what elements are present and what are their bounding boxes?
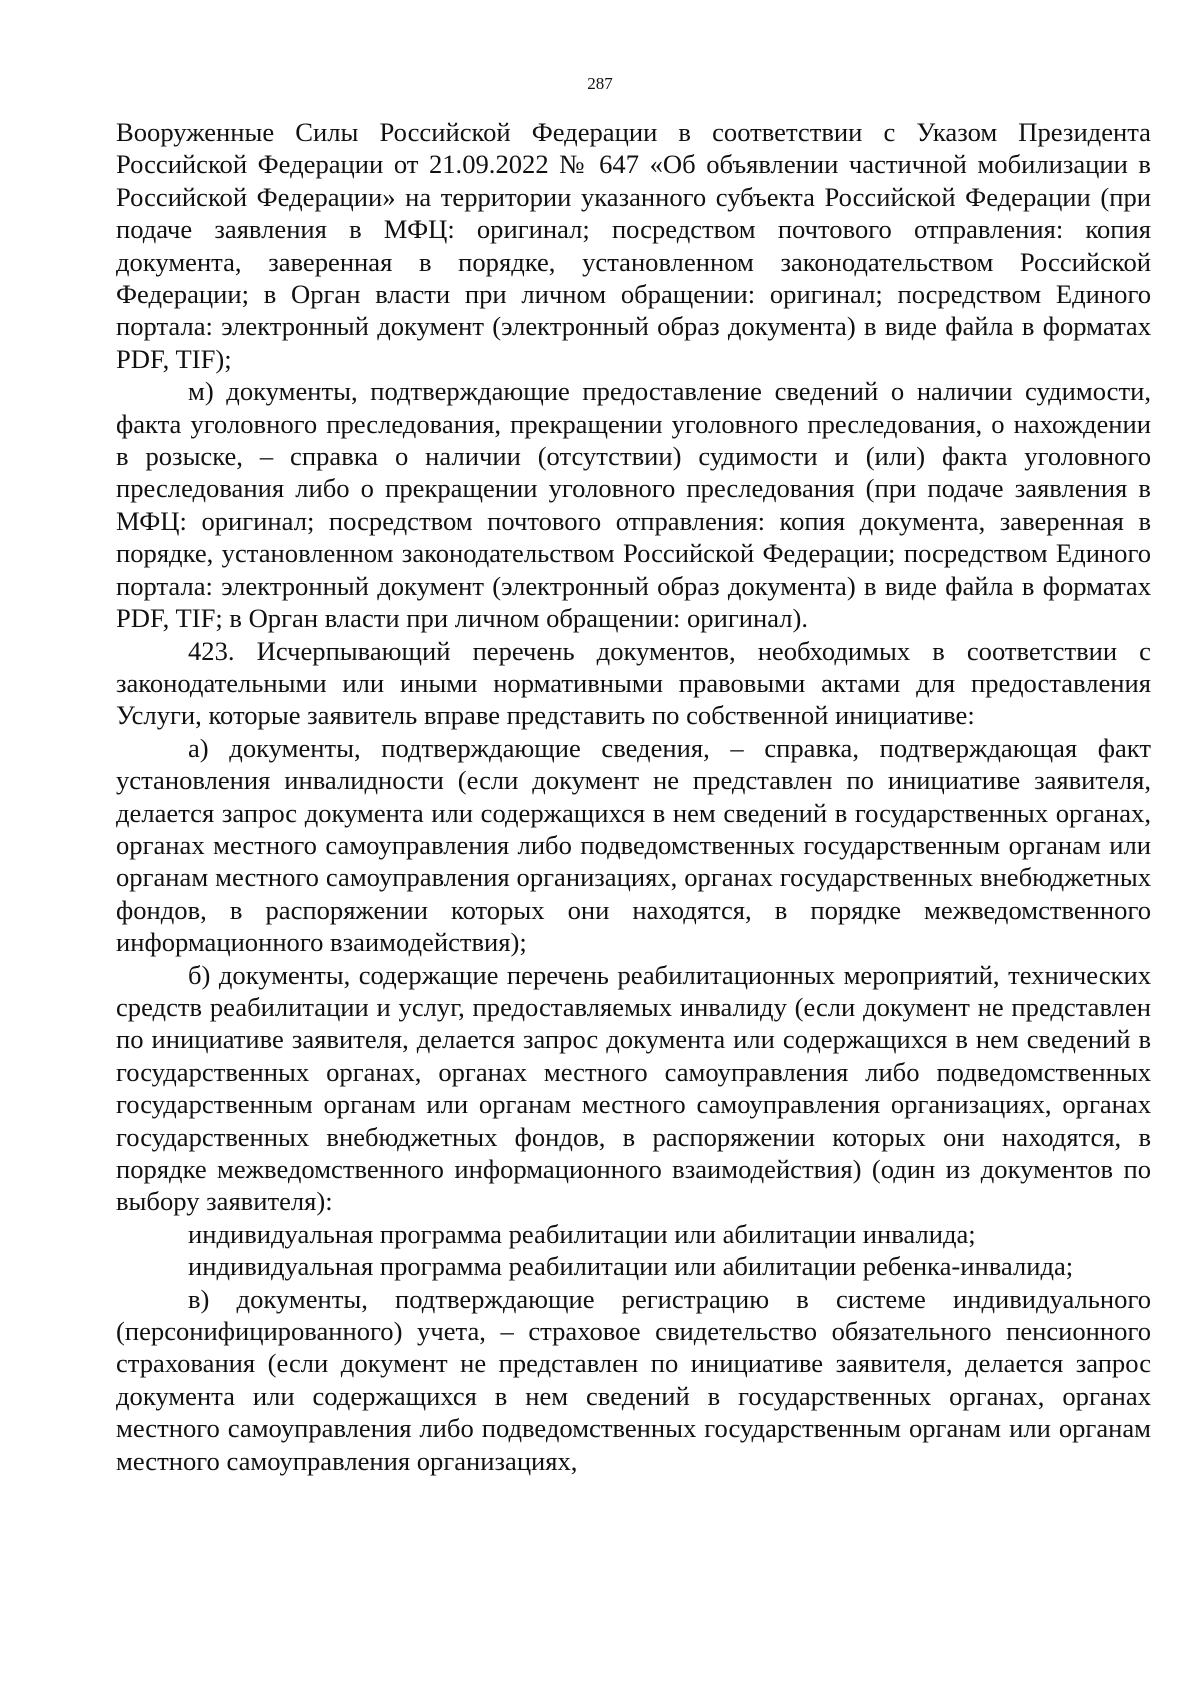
paragraph-item-a: а) документы, подтверждающие сведения, – справка, подтверждающая факт установления инвалидности (если документ не представлен по инициативе заявителя, делается запрос документа или содержащихся в нем сведений в государственных органах, органах местного самоуправления либо подведомственных государственным органам или органам местного самоуправления организациях, органах государственных внебюджетных фондов, в распоряжении которых они находятся, в порядке межведомственного информационного взаимодействия); [116, 732, 1151, 958]
paragraph-list-item: индивидуальная программа реабилитации или абилитации ребенка-инвалида; [188, 1251, 1074, 1282]
document-body [116, 116, 1151, 1477]
page-number: 287 [587, 74, 613, 93]
paragraph-item-m: м) документы, подтверждающие предоставление сведений о наличии судимости, факта уголовного преследования, прекращении уголовного преследования, о нахождении в розыске, – справка о наличии (отсутствии) судимости и (или) факта уголовного преследования либо о прекращении уголовного преследования (при подаче заявления в МФЦ: оригинал; посредством почтового отправления: копия документа, заверенная в порядке, установленном законодательством Российской Федерации; посредством Единого портала: электронный документ (электронный образ документа) в виде файла в форматах PDF, TIF; в Орган власти при личном обращении: оригинал). [116, 376, 1151, 634]
paragraph-423: 423. Исчерпывающий перечень документов, необходимых в соответствии с законодательными или иными нормативными правовыми актами для предоставления Услуги, которые заявитель вправе представить по собственной инициативе: [116, 635, 1151, 731]
paragraph-list-item: индивидуальная программа реабилитации или абилитации инвалида; [188, 1218, 976, 1249]
paragraph-item-b: б) документы, содержащие перечень реабилитационных мероприятий, технических средств реабилитации и услуг, предоставляемых инвалиду (если документ не представлен по инициативе заявителя, делается запрос документа или содержащихся в нем сведений в государственных органах, органах местного самоуправления либо подведомственных государственным органам или органам местного самоуправления организациях, органах государственных внебюджетных фондов, в распоряжении которых они находятся, в порядке межведомственного информационного взаимодействия) (один из документов по выбору заявителя): [116, 959, 1151, 1217]
paragraph-continuation: Вооруженные Силы Российской Федерации в соответствии с Указом Президента Российской Федерации от 21.09.2022 № 647 «Об объявлении частичной мобилизации в Российской Федерации» на территории указанного субъекта Российской Федерации (при подаче заявления в МФЦ: оригинал; посредством почтового отправления: копия документа, заверенная в порядке, установленном законодательством Российской Федерации; в Орган власти при личном обращении: оригинал; посредством Единого портала: электронный документ (электронный образ документа) в виде файла в форматах PDF, TIF); [116, 117, 1151, 374]
paragraph-item-v: в) документы, подтверждающие регистрацию в системе индивидуального (персонифицированного) учета, – страховое свидетельство обязательного пенсионного страхования (если документ не представлен по инициативе заявителя, делается запрос документа или содержащихся в нем сведений в государственных органах, органах местного самоуправления либо подведомственных государственным органам или органам местного самоуправления организациях, [116, 1283, 1151, 1476]
